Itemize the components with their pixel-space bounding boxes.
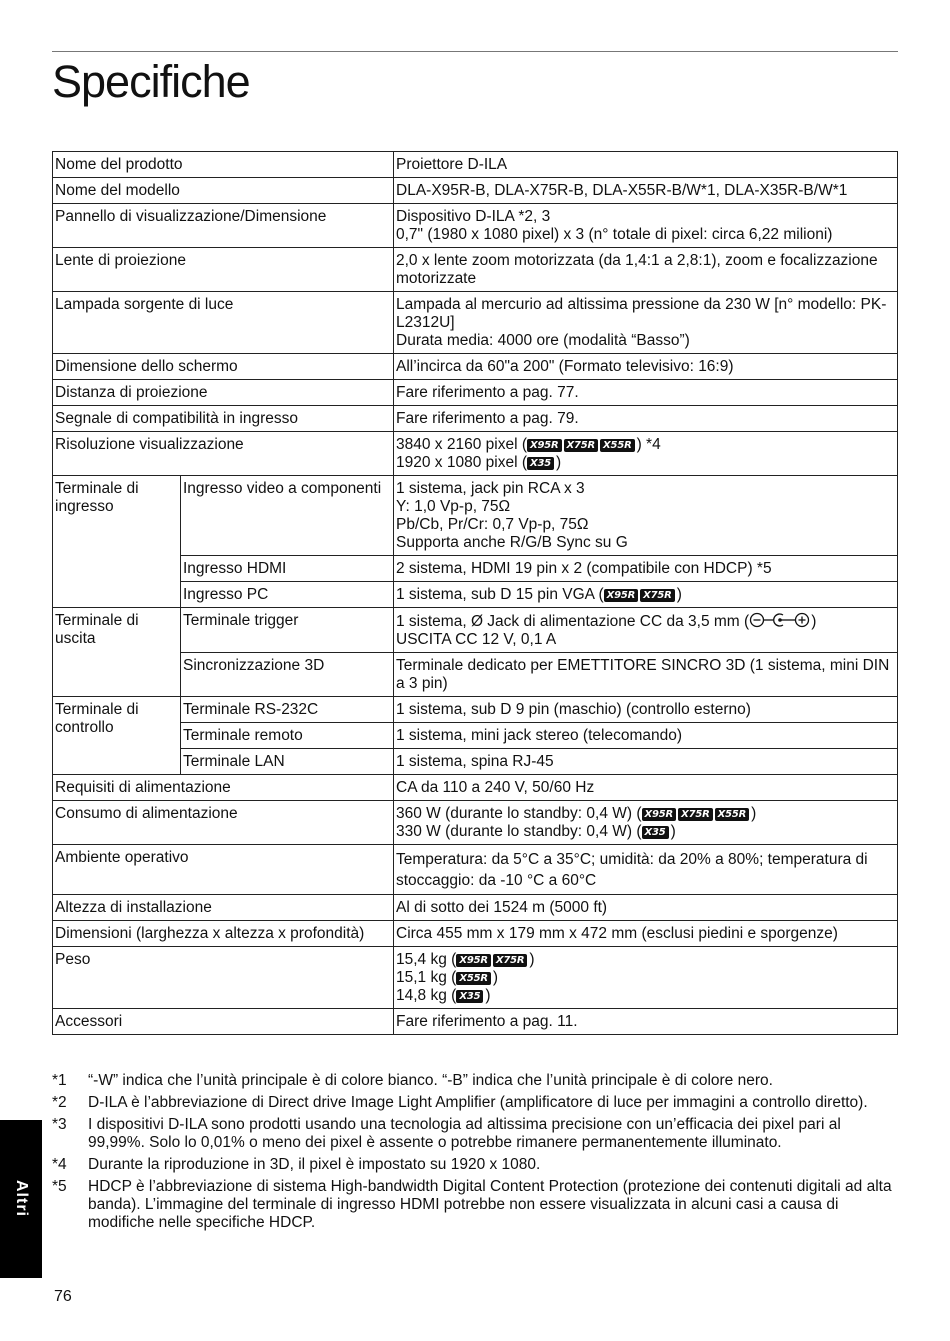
- model-badge-x75r: X75R: [493, 954, 528, 967]
- model-badge-x75r: X75R: [640, 589, 675, 602]
- row-value: [394, 947, 898, 1009]
- table-row: [53, 947, 898, 1009]
- polarity-icon: [749, 612, 811, 628]
- row-value-text: Dispositivo D-ILA *2, 3 0,7" (1980 x 1080 pixel) x 3 (n° totale di pixel: circa 6,22 milioni): [396, 208, 833, 243]
- row-value: Fare riferimento a pag. 11.: [394, 1009, 898, 1035]
- table-row: [53, 152, 898, 178]
- pc-input-text: 1 sistema, sub D 15 pin VGA (: [396, 586, 604, 603]
- model-badge-x55r: X55R: [715, 808, 750, 821]
- row-value: Terminale dedicato per EMETTITORE SINCRO 3D (1 sistema, mini DIN a 3 pin): [394, 653, 898, 697]
- footnote-text: “-W” indica che l’unità principale è di colore bianco. “-B” indica che l’unità principale è di colore nero.: [88, 1072, 773, 1089]
- table-row: [53, 697, 898, 723]
- weight-line3-end: ): [485, 987, 491, 1004]
- row-value-text: 1 sistema, jack pin RCA x 3 Y: 1,0 Vp-p, 75Ω Pb/Cb, Pr/Cr: 0,7 Vp-p, 75Ω Supporta anche R/G/B Sync su G: [396, 480, 628, 551]
- row-label: Terminale remoto: [181, 723, 394, 749]
- weight-line3-text: 14,8 kg (: [396, 987, 457, 1004]
- row-value: [394, 608, 898, 653]
- footnote-mark: *3: [52, 1116, 67, 1133]
- table-row: [53, 432, 898, 476]
- row-label: Ingresso PC: [181, 582, 394, 608]
- model-badge-x55r: X55R: [600, 439, 635, 452]
- row-label: Nome del modello: [53, 178, 394, 204]
- top-rule: [52, 51, 898, 52]
- row-label: Terminale RS-232C: [181, 697, 394, 723]
- trigger-line2: USCITA CC 12 V, 0,1 A: [396, 631, 557, 648]
- row-value: Fare riferimento a pag. 79.: [394, 406, 898, 432]
- table-row: [53, 380, 898, 406]
- row-value: 2,0 x lente zoom motorizzata (da 1,4:1 a 2,8:1), zoom e focalizzazione motorizzate: [394, 248, 898, 292]
- footnote: [52, 1094, 900, 1112]
- side-tab-label: Altri: [13, 1180, 30, 1217]
- resolution-4k-text: 3840 x 2160 pixel (: [396, 436, 527, 453]
- row-value: [394, 432, 898, 476]
- table-row: [53, 1009, 898, 1035]
- trigger-end: ): [811, 613, 817, 630]
- footnote-text: HDCP è l’abbreviazione di sistema High-bandwidth Digital Content Protection (protezione dei contenuti digitali ad alta banda). L’immagine del terminale di ingresso HDMI potrebbe non essere visualizzata in alcuni casi a causa di modifiche nelle specifiche HDCP.: [88, 1178, 892, 1231]
- footnote: [52, 1156, 900, 1174]
- footnote-text: I dispositivi D-ILA sono prodotti usando una tecnologia ad altissima precisione con un’efficacia dei pixel pari al 99,99%. Solo lo 0,01% o meno dei pixel è assente o potrebbe rimanere permanentemente illuminato.: [88, 1116, 841, 1151]
- row-label: Dimensione dello schermo: [53, 354, 394, 380]
- row-value: [394, 801, 898, 845]
- page-title: Specifiche: [52, 56, 250, 107]
- row-label: Ambiente operativo: [53, 845, 394, 895]
- row-value: Al di sotto dei 1524 m (5000 ft): [394, 895, 898, 921]
- row-value-text: Lampada al mercurio ad altissima pressione da 230 W [n° modello: PK-L2312U] Durata media: 4000 ore (modalità “Basso”): [396, 296, 887, 349]
- row-label: Ingresso HDMI: [181, 556, 394, 582]
- model-badge-x75r: X75R: [564, 439, 599, 452]
- row-value: 1 sistema, spina RJ-45: [394, 749, 898, 775]
- weight-line1-text: 15,4 kg (: [396, 951, 457, 968]
- weight-line2-text: 15,1 kg (: [396, 969, 457, 986]
- resolution-fhd-end: ): [556, 454, 562, 471]
- footnotes: [52, 1072, 900, 1236]
- row-label: Pannello di visualizzazione/Dimensione: [53, 204, 394, 248]
- row-value: CA da 110 a 240 V, 50/60 Hz: [394, 775, 898, 801]
- table-row: [53, 895, 898, 921]
- model-badge-x95r: X95R: [642, 808, 677, 821]
- footnote: [52, 1178, 900, 1232]
- row-label: Lampada sorgente di luce: [53, 292, 394, 354]
- row-label: Segnale di compatibilità in ingresso: [53, 406, 394, 432]
- model-badge-x95r: X95R: [604, 589, 639, 602]
- resolution-4k-end: ) *4: [636, 436, 661, 453]
- section-side-tab: [0, 1120, 42, 1278]
- weight-line2-end: ): [492, 969, 499, 986]
- row-value: 1 sistema, mini jack stereo (telecomando): [394, 723, 898, 749]
- row-value: Fare riferimento a pag. 77.: [394, 380, 898, 406]
- table-row: [53, 608, 898, 653]
- row-label: Terminale LAN: [181, 749, 394, 775]
- table-row: [53, 476, 898, 556]
- model-badge-x55r: X55R: [456, 972, 491, 985]
- footnote-mark: *2: [52, 1094, 67, 1111]
- row-value: Proiettore D-ILA: [394, 152, 898, 178]
- row-label: Dimensioni (larghezza x altezza x profondità): [53, 921, 394, 947]
- row-value: [394, 582, 898, 608]
- power-line1-text: 360 W (durante lo standby: 0,4 W) (: [396, 805, 642, 822]
- table-row: [53, 204, 898, 248]
- footnote: [52, 1072, 900, 1090]
- table-row: [53, 248, 898, 292]
- footnote-text: D-ILA è l’abbreviazione di Direct drive Image Light Amplifier (amplificatore di luce per immagini a controllo diretto).: [88, 1094, 868, 1111]
- row-label: Terminale trigger: [181, 608, 394, 653]
- row-value: DLA-X95R-B, DLA-X75R-B, DLA-X55R-B/W*1, DLA-X35R-B/W*1: [394, 178, 898, 204]
- model-badge-x95r: X95R: [527, 439, 562, 452]
- table-row: [53, 406, 898, 432]
- pc-input-end: ): [676, 586, 682, 603]
- weight-line1-end: ): [529, 951, 535, 968]
- row-label: Accessori: [53, 1009, 394, 1035]
- model-badge-x35: X35: [456, 990, 483, 1003]
- table-row: [53, 775, 898, 801]
- row-value: [394, 476, 898, 556]
- row-label: Sincronizzazione 3D: [181, 653, 394, 697]
- table-row: [53, 292, 898, 354]
- model-badge-x75r: X75R: [678, 808, 713, 821]
- table-row: [53, 801, 898, 845]
- power-line1-end: ): [751, 805, 757, 822]
- row-label: Lente di proiezione: [53, 248, 394, 292]
- row-value: [394, 204, 898, 248]
- row-label: Altezza di installazione: [53, 895, 394, 921]
- trigger-text: 1 sistema, Ø Jack di alimentazione CC da 3,5 mm (: [396, 613, 750, 630]
- footnote: [52, 1116, 900, 1152]
- row-label: Ingresso video a componenti: [181, 476, 394, 556]
- footnote-mark: *1: [52, 1072, 67, 1089]
- power-line2-text: 330 W (durante lo standby: 0,4 W) (: [396, 823, 642, 840]
- row-label: Distanza di proiezione: [53, 380, 394, 406]
- spec-table: [52, 151, 898, 1035]
- row-value: 2 sistema, HDMI 19 pin x 2 (compatibile con HDCP) *5: [394, 556, 898, 582]
- group-label-output: Terminale di uscita: [53, 608, 181, 697]
- table-row: [53, 178, 898, 204]
- row-value: Temperatura: da 5°C a 35°C; umidità: da 20% a 80%; temperatura di stoccaggio: da -10 °C a 60°C: [394, 845, 898, 895]
- row-label: Requisiti di alimentazione: [53, 775, 394, 801]
- row-label: Nome del prodotto: [53, 152, 394, 178]
- row-label: Consumo di alimentazione: [53, 801, 394, 845]
- footnote-mark: *4: [52, 1156, 67, 1173]
- table-row: [53, 845, 898, 895]
- table-row: [53, 921, 898, 947]
- group-label-control: Terminale di controllo: [53, 697, 181, 775]
- group-label-input: Terminale di ingresso: [53, 476, 181, 608]
- resolution-fhd-text: 1920 x 1080 pixel (: [396, 454, 527, 471]
- row-label: Peso: [53, 947, 394, 1009]
- model-badge-x35: X35: [642, 826, 669, 839]
- row-value: [394, 292, 898, 354]
- row-label: Risoluzione visualizzazione: [53, 432, 394, 476]
- power-line2-end: ): [670, 823, 676, 840]
- row-value: 1 sistema, sub D 9 pin (maschio) (controllo esterno): [394, 697, 898, 723]
- row-value: Circa 455 mm x 179 mm x 472 mm (esclusi piedini e sporgenze): [394, 921, 898, 947]
- row-value: All’incirca da 60"a 200" (Formato televisivo: 16:9): [394, 354, 898, 380]
- model-badge-x95r: X95R: [456, 954, 491, 967]
- page-number: 76: [54, 1288, 72, 1305]
- table-row: [53, 354, 898, 380]
- model-badge-x35: X35: [527, 457, 554, 470]
- footnote-text: Durante la riproduzione in 3D, il pixel è impostato su 1920 x 1080.: [88, 1156, 541, 1173]
- footnote-mark: *5: [52, 1178, 67, 1195]
